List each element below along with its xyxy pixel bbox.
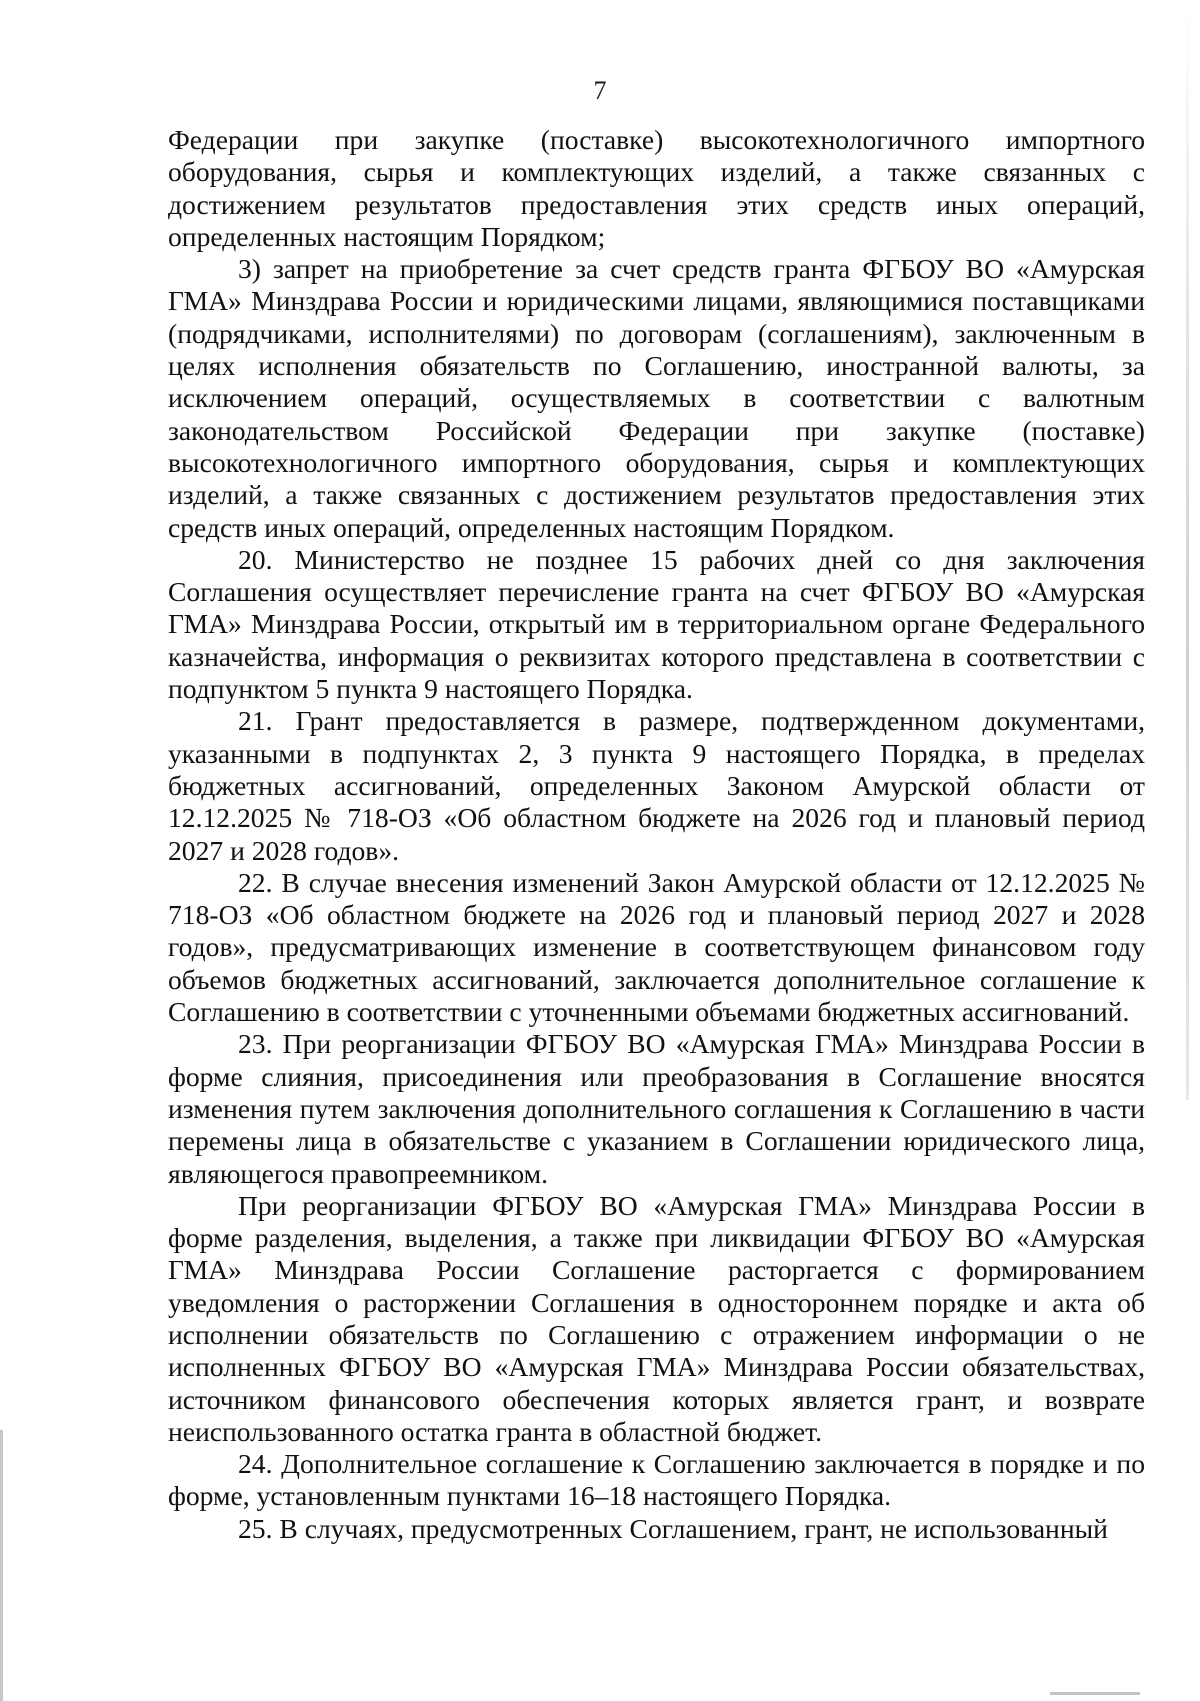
paragraph-22: 22. В случае внесения изменений Закон Амурской области от 12.12.2025 № 718-ОЗ «Об областном бюджете на 2026 год и плановый период 2027 и 2028 годов», предусматривающих изменение в соответствующем финансовом году объемов бюджетных ассигнований, заключается дополнительное соглашение к Соглашению в соответствии с уточненными объемами бюджетных ассигнований. [168, 866, 1145, 1028]
scan-edge-shadow [1186, 0, 1189, 1100]
paragraph-24: 24. Дополнительное соглашение к Соглашению заключается в порядке и по форме, установленным пунктами 16–18 настоящего Порядка. [168, 1448, 1145, 1512]
paragraph-item-3: 3) запрет на приобретение за счет средств гранта ФГБОУ ВО «Амурская ГМА» Минздрава России и юридическими лицами, являющимися поставщиками (подрядчиками, исполнителями) по договорам (соглашениям), заключенным в целях исполнения обязательств по Соглашению, иностранной валюты, за исключением операций, осуществляемых в соответствии с валютным законодательством Российской Федерации при закупке (поставке) высокотехнологичного импортного оборудования, сырья и комплектующих изделий, а также связанных с достижением результатов предоставления этих средств иных операций, определенных настоящим Порядком. [168, 253, 1145, 543]
paragraph-20: 20. Министерство не позднее 15 рабочих дней со дня заключения Соглашения осуществляет перечисление гранта на счет ФГБОУ ВО «Амурская ГМА» Минздрава России, открытый им в территориальном органе Федерального казначейства, информация о реквизитах которого представлена в соответствии с подпунктом 5 пункта 9 настоящего Порядка. [168, 543, 1145, 705]
paragraph-23: 23. При реорганизации ФГБОУ ВО «Амурская ГМА» Минздрава России в форме слияния, присоединения или преобразования в Соглашение вносятся изменения путем заключения дополнительного соглашения к Соглашению в части перемены лица в обязательстве с указанием в Соглашении юридического лица, являющегося правопреемником. [168, 1028, 1145, 1189]
paragraph-continuation: Федерации при закупке (поставке) высокотехнологичного импортного оборудования, сырья и комплектующих изделий, а также связанных с достижением результатов предоставления этих средств иных операций, определенных настоящим Порядком; [168, 124, 1145, 252]
paragraph-21: 21. Грант предоставляется в размере, подтвержденном документами, указанными в подпунктах 2, 3 пункта 9 настоящего Порядка, в пределах бюджетных ассигнований, определенных Законом Амурской области от 12.12.2025 № 718-ОЗ «Об областном бюджете на 2026 год и плановый период 2027 и 2028 годов». [168, 705, 1145, 866]
scan-bottom-mark [1050, 1692, 1140, 1695]
scan-left-shadow [0, 1430, 3, 1701]
page-number: 7 [593, 76, 607, 105]
paragraph-23-reorganization: При реорганизации ФГБОУ ВО «Амурская ГМА» Минздрава России в форме разделения, выделения, а также при ликвидации ФГБОУ ВО «Амурская ГМА» Минздрава России Соглашение расторгается с формированием уведомления о расторжении Соглашения в одностороннем порядке и акта об исполнении обязательств по Соглашению с отражением информации о не исполненных ФГБОУ ВО «Амурская ГМА» Минздрава России обязательствах, источником финансового обеспечения которых является грант, и возврате неиспользованного остатка гранта в областной бюджет. [168, 1189, 1145, 1447]
document-body [168, 124, 1145, 1545]
paragraph-25: 25. В случаях, предусмотренных Соглашением, грант, не использованный [238, 1512, 1108, 1544]
